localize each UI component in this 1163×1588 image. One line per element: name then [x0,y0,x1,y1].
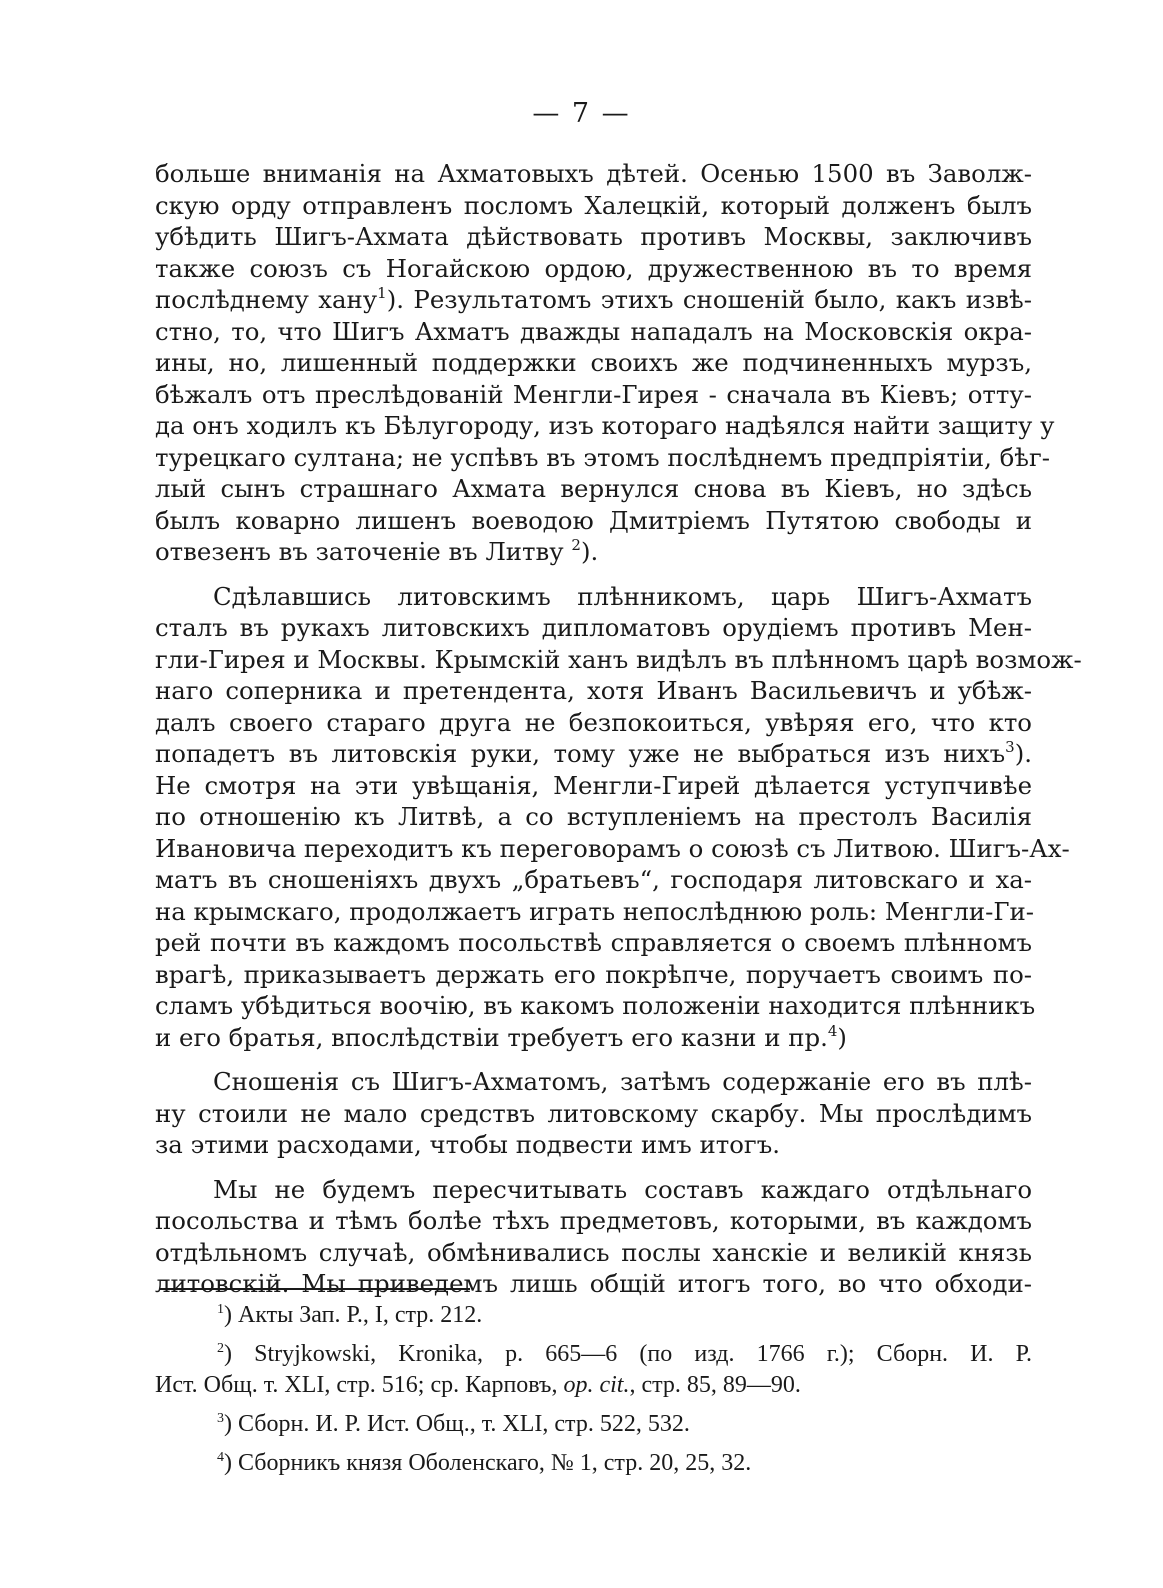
text-line: также союзъ съ Ногайскою ордою, дружественною въ то время [155,253,1032,283]
footnote-mark: 1 [217,1302,224,1317]
text-line: убѣдить Шигъ-Ахмата дѣйствовать противъ Москвы, заключивъ [155,222,1032,251]
footnote-divider [160,1288,470,1290]
text-line: сламъ убѣдиться воочію, въ какомъ положеніи находится плѣнникъ [155,991,1036,1020]
text-line: ины, но, лишенный поддержки своихъ же подчиненныхъ мурзъ, [155,348,1032,377]
text-line: литовскій. Мы приведемъ лишь общій итогъ того, во что обходи- [155,1269,1032,1298]
footnote-2 [155,1339,1032,1370]
text-line: Сношенія съ Шигъ-Ахматомъ, затѣмъ содержаніе его въ плѣ- [213,1067,1032,1096]
text-line: Сдѣлавшись литовскимъ плѣнникомъ, царь Шигъ-Ахматъ [213,581,1032,611]
text-line: по отношенію къ Литвѣ, а со вступленіемъ на престолъ Василія [155,802,1032,831]
footnote-mark: 3 [217,1411,224,1426]
text-line: наго соперника и претендента, хотя Иванъ Васильевичъ и убѣж- [155,676,1032,705]
text-line [155,284,1032,316]
text-line: отдѣльномъ случаѣ, обмѣнивались послы ханскіе и великій князь [155,1237,1032,1267]
text-line: за этими расходами, чтобы подвести имъ итогъ. [155,1130,780,1159]
footnote-ref: 2 [571,536,581,554]
text-fragment: ) [837,1022,847,1052]
text-line: турецкаго султана; не успѣвъ въ этомъ послѣднемъ предпріятіи, бѣг- [155,442,1050,472]
footnote-1 [155,1300,1032,1331]
text-line [155,536,1032,568]
footnote-ref: 1 [377,284,387,302]
main-text [155,158,1082,1300]
text-fragment: попадетъ въ литовскія руки, тому уже не выбраться изъ нихъ [155,739,1006,768]
text-line: матъ въ сношеніяхъ двухъ „братьевъ“, господаря литовскаго и ха- [155,865,1032,894]
text-line: больше вниманія на Ахматовыхъ дѣтей. Осенью 1500 въ Заволж- [155,159,1032,188]
footnotes [155,1300,1032,1479]
text-line [155,738,1032,770]
text-line: Ивановича переходитъ къ переговорамъ о союзѣ съ Литвою. Шигъ-Ах- [155,833,1070,863]
text-line: гли-Гирея и Москвы. Крымскій ханъ видѣлъ въ плѣнномъ царѣ возмож- [155,644,1082,674]
footnote-2-continuation [155,1370,1032,1401]
footnote-ref: 3 [1005,738,1015,756]
text-fragment: ). [1014,739,1032,768]
text-line: былъ коварно лишенъ воеводою Дмитріемъ Путятою свободы и [155,505,1032,535]
text-line: рей почти въ каждомъ посольствѣ справляется о своемъ плѣнномъ [155,928,1032,957]
text-line: да онъ ходилъ къ Бѣлугороду, изъ котораго надѣялся найти защиту у [155,411,1055,440]
footnote-mark: 2 [217,1341,224,1356]
text-fragment: отвезенъ въ заточеніе въ Литву [155,537,564,566]
footnote-text: ) Акты Зап. Р., I, стр. 212. [224,1302,483,1328]
footnote-3 [155,1409,1032,1440]
footnote-text: ) Сборникъ князя Оболенскаго, № 1, стр. 20, 25, 32. [224,1450,752,1476]
text-fragment: и его братья, впослѣдствіи требуетъ его казни и пр. [155,1022,828,1052]
text-line: посольства и тѣмъ болѣе тѣхъ предметовъ, которыми, въ каждомъ [155,1206,1032,1235]
text-line: далъ своего стараго друга не безпокоиться, увѣряя его, что кто [155,707,1032,737]
footnote-text: Ист. Общ. т. XLI, стр. 516; ср. Карповъ, [155,1372,564,1398]
text-line: ну стоили не мало средствъ литовскому скарбу. Мы прослѣдимъ [155,1098,1032,1128]
text-line: Мы не будемъ пересчитывать составъ каждаго отдѣльнаго [213,1174,1032,1204]
text-fragment: послѣднему хану [155,285,378,314]
footnote-mark: 4 [217,1450,224,1465]
footnote-text: ) Stryjkowski, Kronika, p. 665—6 (по изд. 1766 г.); Сборн. И. Р. [224,1341,1032,1367]
text-line: стно, то, что Шигъ Ахматъ дважды нападалъ на Московскія окра- [155,316,1032,346]
footnote-4 [155,1448,1032,1479]
text-line: скую орду отправленъ посломъ Халецкій, который долженъ былъ [155,190,1032,220]
footnote-text: ) Сборн. И. Р. Ист. Общ., т. XLI, стр. 522, 532. [224,1411,690,1437]
text-line: бѣжалъ отъ преслѣдованій Менгли-Гирея - сначала въ Кіевъ; отту- [155,379,1032,409]
text-fragment: ). Результатомъ этихъ сношеній было, какъ извѣ- [386,285,1032,314]
footnote-text: , стр. 85, 89—90. [629,1372,801,1398]
text-line: сталъ въ рукахъ литовскихъ дипломатовъ орудіемъ противъ Мен- [155,613,1032,642]
text-line: врагѣ, приказываетъ держать его покрѣпче, поручаетъ своимъ по- [155,959,1032,989]
text-line: на крымскаго, продолжаетъ играть непослѣднюю роль: Менгли-Ги- [155,896,1034,926]
footnote-ref: 4 [827,1021,838,1040]
text-line: лый сынъ страшнаго Ахмата вернулся снова въ Кіевъ, но здѣсь [155,474,1032,503]
page-number: — 7 — [532,98,631,129]
text-fragment: ). [580,537,599,566]
footnote-citation: op. cit. [563,1372,630,1398]
text-line [155,1022,1032,1054]
text-line: Не смотря на эти увѣщанія, Менгли-Гирей дѣлается уступчивѣе [155,770,1032,800]
